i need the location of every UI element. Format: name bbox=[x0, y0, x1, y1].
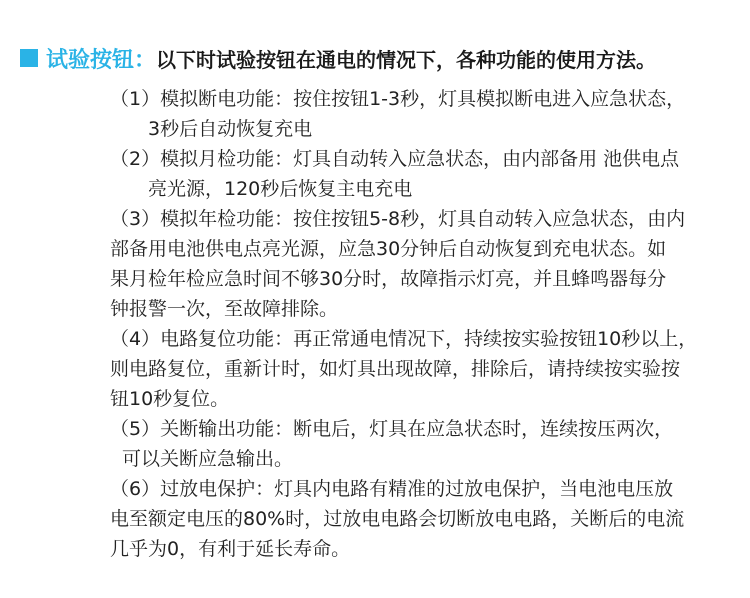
item-6-line-1: （6）过放电保护：灯具内电路有精准的过放电保护，当电池电压放 bbox=[110, 478, 674, 500]
heading-text: 以下时试验按钮在通电的情况下，各种功能的使用方法。 bbox=[156, 47, 657, 72]
item-4-line-3: 钮10秒复位。 bbox=[110, 388, 230, 410]
section-heading bbox=[20, 42, 656, 74]
item-5-line-2: 可以关断应急输出。 bbox=[122, 448, 294, 470]
item-2-line-1: （2）模拟月检功能：灯具自动转入应急状态，由内部备用 池供电点 bbox=[110, 148, 680, 170]
item-3-line-3: 果月检年检应急时间不够30分时，故障指示灯亮，并且蜂鸣器每分 bbox=[110, 268, 667, 290]
function-list bbox=[110, 84, 738, 564]
list-item-4 bbox=[110, 324, 738, 414]
item-1-line-2: 3秒后自动恢复充电 bbox=[148, 118, 313, 140]
list-item-2 bbox=[110, 144, 738, 204]
heading-title: 试验按钮： bbox=[46, 47, 157, 73]
list-item-1 bbox=[110, 84, 738, 144]
item-3-line-4: 钟报警一次，至故障排除。 bbox=[110, 298, 339, 320]
item-4-line-2: 则电路复位，重新计时，如灯具出现故障，排除后，请持续按实验按 bbox=[110, 358, 681, 380]
item-1-line-1: （1）模拟断电功能：按住按钮1-3秒，灯具模拟断电进入应急状态， bbox=[110, 88, 686, 110]
item-6-line-2: 电至额定电压的80%时，过放电电路会切断放电电路，关断后的电流 bbox=[110, 508, 685, 530]
item-4-line-1: （4）电路复位功能：再正常通电情况下，持续按实验按钮10秒以上， bbox=[110, 328, 698, 350]
item-2-line-2: 亮光源，120秒后恢复主电充电 bbox=[148, 178, 413, 200]
list-item-6 bbox=[110, 474, 738, 564]
list-item-5 bbox=[110, 414, 738, 474]
item-3-line-1: （3）模拟年检功能：按住按钮5-8秒，灯具自动转入应急状态，由内 bbox=[110, 208, 686, 230]
item-5-line-1: （5）关断输出功能：断电后，灯具在应急状态时，连续按压两次， bbox=[110, 418, 674, 440]
heading-bullet-square bbox=[20, 49, 38, 67]
item-3-line-2: 部备用电池供电点亮光源，应急30分钟后自动恢复到充电状态。如 bbox=[110, 238, 667, 260]
list-item-3 bbox=[110, 204, 738, 324]
item-6-line-3: 几乎为0，有利于延长寿命。 bbox=[110, 538, 351, 560]
